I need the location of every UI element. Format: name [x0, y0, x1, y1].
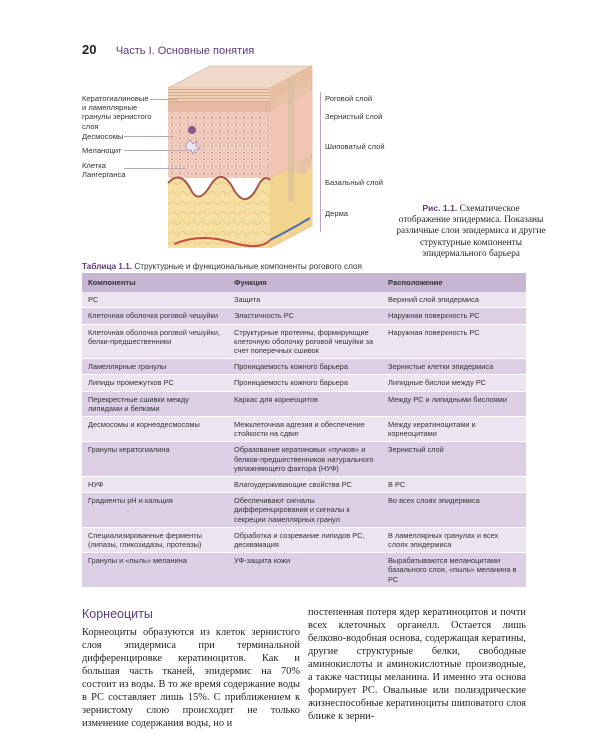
- table-cell: Эластичность РС: [228, 308, 382, 324]
- table-cell: Клеточная оболочка роговой чешуйки: [82, 308, 228, 324]
- table-row: [82, 417, 526, 442]
- label-granular-layer: Зернистый слой: [325, 112, 383, 121]
- table-cell: НУФ: [82, 477, 228, 493]
- header-location: Расположение: [382, 273, 526, 292]
- table-cell: Наружная поверхность РС: [382, 308, 526, 324]
- leader-line: [124, 168, 186, 169]
- table-cell: Градиенты pH и кальция: [82, 493, 228, 528]
- table-cell: Влагоудерживающие свойства РС: [228, 477, 382, 493]
- figure-caption-text: Схематическое отображение эпидермиса. Показаны различные слои эпидермиса и другие структурные компоненты эпидермального барьера: [396, 204, 546, 259]
- bracket-line: [320, 92, 321, 232]
- table-cell: Межклеточная адгезия и обеспечение стойкости на сдвиг: [228, 417, 382, 442]
- label-melanocyte: Меланоцит: [82, 146, 122, 155]
- table-row: [82, 375, 526, 391]
- table-row: [82, 308, 526, 324]
- table-cell: В ламеллярных гранулах и всех слоях эпидермиса: [382, 527, 526, 552]
- label-langerhans-cell: Клетка Лангерганса: [82, 161, 126, 180]
- table-header-row: [82, 273, 526, 292]
- page-number: 20: [82, 42, 97, 57]
- table-row: [82, 527, 526, 552]
- body-column-left: Корнеоциты образуются из клеток зернистого слоя эпидермиса при терминальной дифференцировке кератиноцитов. Как и большая часть тканей, эпидермис на 70% состоит из воды. В то же время содержание воды в РС составляет лишь 15%. С приближением к зернистому слою происходит не только изменение содержания воды, но и: [82, 627, 300, 729]
- label-dermis: Дерма: [325, 209, 349, 218]
- table-cell: Между кератиноцитами и корнеоцитами: [382, 417, 526, 442]
- label-desmosomes: Десмосомы: [82, 132, 124, 141]
- table-row: [82, 493, 526, 528]
- table-cell: Гранулы кератогиалина: [82, 442, 228, 477]
- components-table: [82, 273, 526, 588]
- table-row: [82, 292, 526, 308]
- hair-follicle: [288, 82, 294, 202]
- table-cell: Клеточная оболочка роговой чешуйки, белки-предшественники: [82, 324, 228, 359]
- table-cell: Липиды промежутков РС: [82, 375, 228, 391]
- table-cell: Зернистый слой: [382, 442, 526, 477]
- table-cell: УФ-защита кожи: [228, 553, 382, 588]
- table-cell: Специализированные ферменты (липазы, гликозидазы, протеазы): [82, 527, 228, 552]
- table-cell: Вырабатываются меланоцитами базального слоя, «пыль» меланина в РС: [382, 553, 526, 588]
- table-cell: Каркас для корнеоцитов: [228, 391, 382, 416]
- chapter-title: Часть I. Основные понятия: [115, 45, 255, 57]
- table-row: [82, 359, 526, 375]
- table-row: [82, 477, 526, 493]
- table-cell: Ламеллярные гранулы: [82, 359, 228, 375]
- table-cell: Во всех слоях эпидермиса: [382, 493, 526, 528]
- melanocyte: [188, 126, 196, 134]
- figure-caption: [396, 203, 546, 260]
- running-header: [82, 42, 254, 57]
- table-row: [82, 324, 526, 359]
- horny-layer: [168, 88, 270, 102]
- epidermis-illustration: [160, 58, 320, 258]
- table-cell: Обработка и созревание липидов РС, десквамация: [228, 527, 382, 552]
- table-cell: РС: [82, 292, 228, 308]
- table-row: [82, 391, 526, 416]
- table-cell: Наружная поверхность РС: [382, 324, 526, 359]
- leader-line: [124, 150, 190, 151]
- header-components: Компоненты: [82, 273, 228, 292]
- leader-line: [150, 99, 178, 100]
- table-cell: Верхний слой эпидермиса: [382, 292, 526, 308]
- granular-layer: [168, 102, 270, 112]
- section-title: Корнеоциты: [82, 607, 153, 621]
- table-cell: Между РС и липидными бислоями: [382, 391, 526, 416]
- label-spinous-layer: Шиповатый слой: [325, 142, 385, 151]
- label-horny-layer: Роговой слой: [325, 94, 373, 103]
- table-cell: Гранулы и «пыль» меланина: [82, 553, 228, 588]
- table-cell: Образование кератиновых «пучков» и белков-предшественников натурального увлажняющего фактора (НУФ): [228, 442, 382, 477]
- table-cell: Проницаемость кожного барьера: [228, 375, 382, 391]
- label-keratohyalin-granules: Кератогиалиновые и ламеллярные гранулы зернистого слоя: [82, 94, 152, 131]
- dermis-layer: [168, 177, 270, 248]
- table-cell: Структурные протеины, формирующие клеточную оболочку роговой чешуйки за счет поперечных сшивок: [228, 324, 382, 359]
- table-cell: Зернистые клетки эпидермиса: [382, 359, 526, 375]
- table-caption: [82, 262, 362, 271]
- table-cell: Обеспечивают сигналы дифференцирования и сигналы к секреции ламеллярных гранул: [228, 493, 382, 528]
- table-caption-title: Таблица 1.1.: [82, 262, 133, 271]
- table-row: [82, 553, 526, 588]
- leader-line: [124, 136, 174, 137]
- table-cell: Защита: [228, 292, 382, 308]
- table-caption-text: Структурные и функциональные компоненты рогового слоя: [134, 262, 362, 271]
- table-cell: В РС: [382, 477, 526, 493]
- header-function: Функция: [228, 273, 382, 292]
- table-cell: Перекрестные сшивки между липидами и белками: [82, 391, 228, 416]
- table-cell: Десмосомы и корнеодесмосомы: [82, 417, 228, 442]
- table-cell: Проницаемость кожного барьера: [228, 359, 382, 375]
- body-column-right: постепенная потеря ядер кератиноцитов и почти всех клеточных органелл. Остается лишь белково-водобная основа, содержащая кератины, другие структурные белки, свободные аминокислоты и аминокислотные производные, а также частицы меланина. И именно эта основа формирует РС. Овальные или полиэдрические жизнеспособные кератиноциты шиповатого слоя ближе к зерни-: [308, 607, 526, 722]
- label-basal-layer: Базальный слой: [325, 178, 383, 187]
- table-row: [82, 442, 526, 477]
- figure-caption-title: Рис. 1.1.: [422, 203, 458, 213]
- table-cell: Липидные бислои между РС: [382, 375, 526, 391]
